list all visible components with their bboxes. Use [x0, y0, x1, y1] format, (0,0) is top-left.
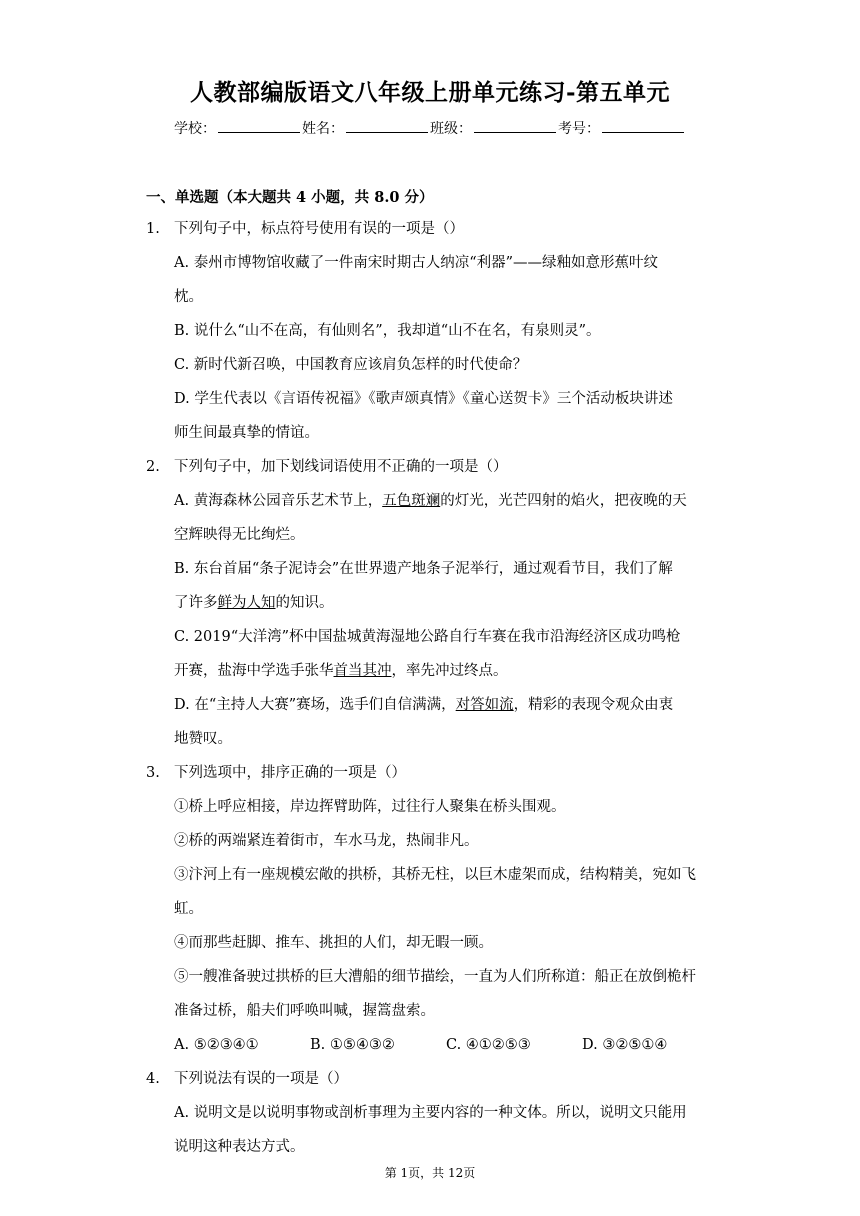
question-stem: 下列句子中，加下划线词语使用不正确的一项是（） — [174, 459, 508, 475]
class-blank — [474, 120, 556, 133]
question-list — [146, 212, 720, 1164]
school-blank — [218, 120, 300, 133]
question-4 — [146, 1062, 720, 1096]
option-a-cont: 说明这种表达方式。 — [174, 1139, 305, 1155]
text: 的知识。 — [275, 595, 334, 611]
option-d-cont: 师生间最真挚的情谊。 — [174, 425, 319, 441]
sentence-2: ②桥的两端紧连着街市，车水马龙，热闹非凡。 — [174, 833, 479, 849]
underlined-phrase: 鲜为人知 — [217, 595, 276, 611]
option-b: B. 东台首届“条子泥诗会”在世界遗产地条子泥举行，通过观看节目，我们了解 — [174, 561, 673, 577]
sentence-4: ④而那些赶脚、推车、挑担的人们，却无暇一顾。 — [174, 935, 493, 951]
text: 了许多 — [174, 595, 218, 611]
option-c-cont — [146, 654, 720, 688]
question-stem: 下列说法有误的一项是（） — [174, 1071, 348, 1087]
option-a: A. 泰州市博物馆收藏了一件南宋时期古人纳凉“利器”——绿釉如意形蕉叶纹 — [174, 255, 659, 271]
underlined-phrase: 对答如流 — [455, 697, 514, 713]
option-a — [146, 484, 720, 518]
text: 的灯光，光芒四射的焰火，把夜晚的天 — [440, 493, 687, 509]
question-1 — [146, 212, 720, 246]
name-blank — [346, 120, 428, 133]
class-label: 班级： — [430, 121, 472, 137]
sentence-3-cont: 虹。 — [174, 901, 203, 917]
sentence-3: ③汴河上有一座规模宏敞的拱桥，其桥无柱，以巨木虚架而成，结构精美，宛如飞 — [174, 867, 696, 883]
question-number: 4. — [146, 1071, 160, 1087]
text: ，精彩的表现令观众由衷 — [513, 697, 674, 713]
page-footer: 第 1页，共 12页 — [384, 1166, 476, 1180]
text: ，率先冲过终点。 — [391, 663, 508, 679]
student-info-line — [0, 118, 860, 138]
exam-no-label: 考号： — [558, 121, 600, 137]
school-label: 学校： — [174, 121, 216, 137]
question-number: 1. — [146, 221, 160, 237]
text: 开赛，盐海中学选手张华 — [174, 663, 334, 679]
option-a: A. ⑤②③④① — [174, 1037, 259, 1053]
question-3 — [146, 756, 720, 790]
question-stem: 下列句子中，标点符号使用有误的一项是（） — [174, 221, 464, 237]
option-d: D. ③②⑤①④ — [582, 1037, 668, 1053]
question-number: 3. — [146, 765, 160, 781]
question-number: 2. — [146, 459, 160, 475]
option-d — [146, 688, 720, 722]
exam-no-blank — [602, 120, 684, 133]
sentence-5-cont: 准备过桥，船夫们呼唤叫喊，握篙盘索。 — [174, 1003, 435, 1019]
sentence-1: ①桥上呼应相接，岸边挥臂助阵，过往行人聚集在桥头围观。 — [174, 799, 566, 815]
answer-options — [146, 1028, 720, 1062]
option-c: C. 新时代新召唤，中国教育应该肩负怎样的时代使命？ — [174, 357, 528, 373]
option-a-cont: 空辉映得无比绚烂。 — [174, 527, 305, 543]
question-2 — [146, 450, 720, 484]
option-a-cont: 枕。 — [174, 289, 203, 305]
option-d-cont: 地赞叹。 — [174, 731, 232, 747]
text: A. 黄海森林公园音乐艺术节上， — [174, 493, 383, 509]
option-b-cont — [146, 586, 720, 620]
underlined-phrase: 五色斑斓 — [382, 493, 441, 509]
option-c: C. 2019“大洋湾”杯中国盐城黄海湿地公路自行车赛在我市沿海经济区成功鸣枪 — [174, 629, 681, 645]
page-title: 人教部编版语文八年级上册单元练习-第五单元 — [189, 79, 671, 106]
sentence-5: ⑤一艘准备驶过拱桥的巨大漕船的细节描绘，一直为人们所称道：船正在放倒桅杆 — [174, 969, 696, 985]
option-b: B. 说什么“山不在高，有仙则名”，我却道“山不在名，有泉则灵”。 — [174, 323, 601, 339]
underlined-phrase: 首当其冲 — [333, 663, 392, 679]
option-b: B. ①⑤④③② — [310, 1037, 395, 1053]
question-stem: 下列选项中，排序正确的一项是（） — [174, 765, 406, 781]
section-heading: 一、单选题（本大题共 4 小题，共 8.0 分） — [146, 189, 434, 206]
text: D. 在“主持人大赛”赛场，选手们自信满满， — [174, 697, 456, 713]
option-c: C. ④①②⑤③ — [446, 1037, 531, 1053]
option-a: A. 说明文是以说明事物或剖析事理为主要内容的一种文体。所以，说明文只能用 — [174, 1105, 687, 1121]
name-label: 姓名： — [302, 121, 344, 137]
option-d: D. 学生代表以《言语传祝福》《歌声颂真情》《童心送贺卡》三个活动板块讲述 — [174, 391, 673, 407]
